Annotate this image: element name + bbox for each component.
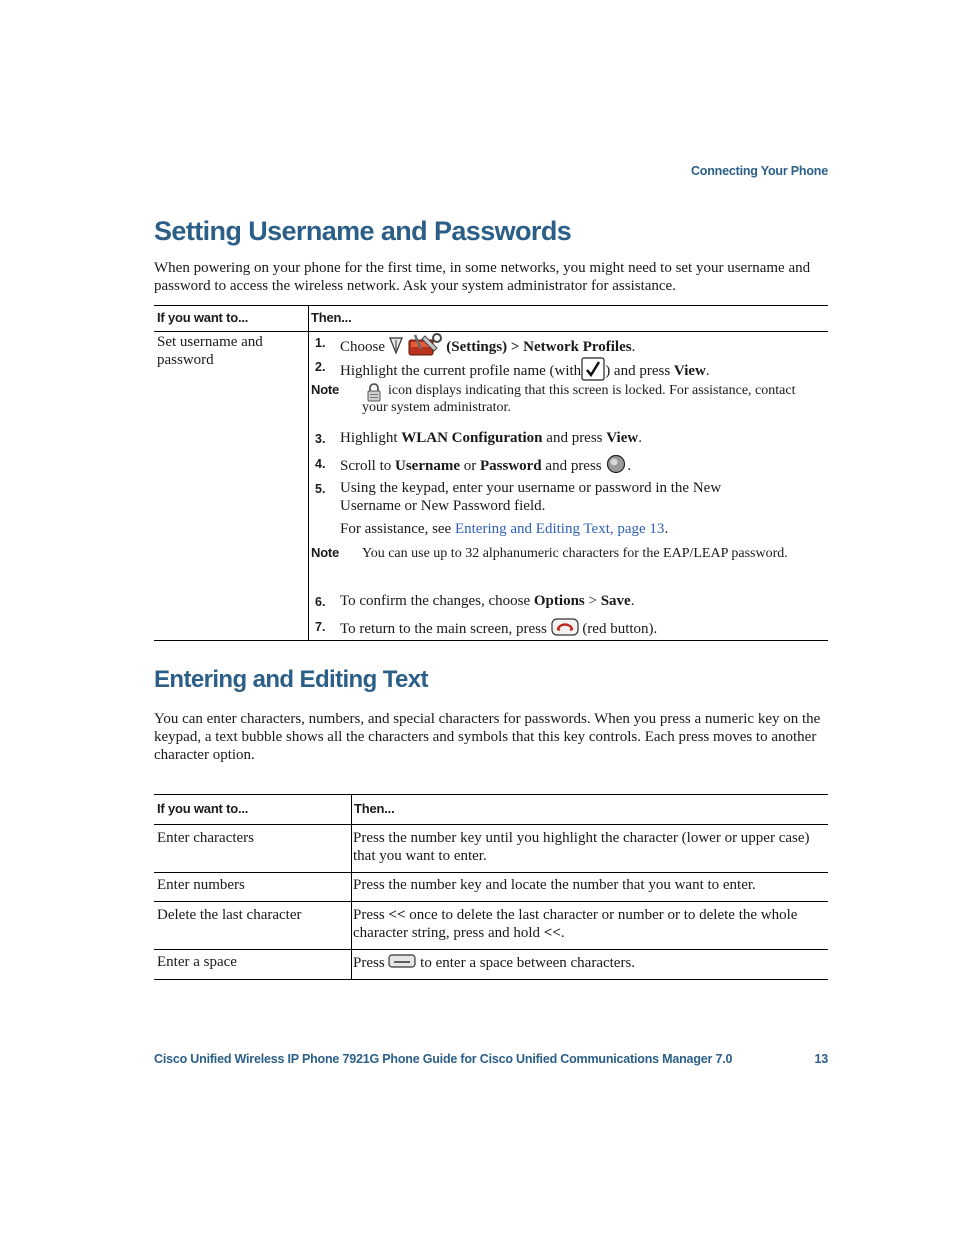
select-button-icon (605, 454, 627, 479)
step-number: 2. (315, 360, 326, 374)
section-title-username: Setting Username and Passwords (154, 216, 572, 246)
punct: . (705, 362, 710, 379)
section1-intro: When powering on your phone for the first time, in some networks, you might need to set your username and password to access the wireless network. Ask your system administrator for assistance. (154, 260, 811, 294)
cell-text: Press (353, 954, 385, 971)
step-number: 6. (315, 595, 326, 609)
backspace-key-label: << (388, 907, 406, 923)
row-rule (154, 901, 828, 902)
section2-intro: You can enter characters, numbers, and special characters for passwords. When you press a numeric key on the keypad, a text bubble shows all the characters and symbols that this key controls. Each press moves to another character option. (154, 711, 821, 763)
header-rule (154, 331, 828, 332)
step-number: 4. (315, 457, 326, 471)
table-row-want: Delete the last character (157, 907, 302, 923)
step-7 (340, 617, 820, 642)
step-text: or (463, 457, 477, 474)
wlan-config-label: WLAN Configuration (401, 430, 543, 446)
save-label: Save (600, 593, 631, 609)
table-row-want: Enter a space (157, 954, 237, 970)
step-text: and press (546, 430, 603, 446)
running-head: Connecting Your Phone (690, 164, 828, 178)
step-text: Scroll to (340, 457, 392, 474)
table-row-want: Enter characters (157, 830, 255, 846)
menu-separator: > (588, 593, 597, 609)
options-label: Options (533, 593, 585, 609)
step-text: and press (545, 457, 602, 474)
column-divider (308, 305, 309, 641)
column-divider (351, 794, 352, 980)
view-label: View (673, 362, 706, 379)
header-rule (154, 824, 828, 825)
punct: . (630, 593, 635, 609)
table-row-then: Press the number key until you highlight the character (lower or upper case) that you want to enter. (353, 830, 810, 864)
punct: . (631, 338, 636, 355)
step-number: 1. (315, 336, 326, 350)
cell-text: Press (353, 907, 385, 923)
col-header-then: Then... (354, 801, 395, 816)
assistance-text (340, 520, 820, 538)
step-text: Highlight (340, 430, 398, 446)
space-key-icon (388, 953, 416, 974)
step-number: 7. (315, 620, 326, 634)
section-title-entering-text: Entering and Editing Text (154, 666, 428, 693)
username-label: Username (395, 457, 460, 474)
step-3 (340, 429, 820, 447)
step-text: Choose (340, 338, 385, 355)
entering-text-link[interactable]: Entering and Editing Text, page 13 (454, 521, 665, 537)
backspace-key-label: << (543, 925, 561, 941)
table-top-rule (154, 305, 828, 306)
text-entry-table (154, 794, 828, 980)
step-text: ) and press (605, 362, 671, 379)
col-header-want: If you want to... (157, 310, 249, 325)
step-text: To return to the main screen, press (340, 620, 547, 637)
step-number: 5. (315, 482, 326, 496)
table-row-want: Enter numbers (157, 877, 245, 893)
table-row-then (353, 953, 825, 974)
page-footer (154, 1052, 828, 1066)
col-header-want: If you want to... (157, 801, 249, 816)
cell-text: to enter a space between characters. (420, 954, 636, 971)
step-text: (red button). (582, 620, 658, 637)
table-top-rule (154, 794, 828, 795)
step-number: 3. (315, 432, 326, 446)
step-text: Highlight the current profile name (with (340, 362, 582, 379)
note-2-text: You can use up to 32 alphanumeric characters for the EAP/LEAP password. (362, 546, 788, 561)
punct: . (638, 430, 642, 446)
page-number: 13 (814, 1052, 828, 1066)
punct: . (627, 457, 632, 474)
table-row-then: Press the number key and locate the number that you want to enter. (353, 877, 756, 893)
row-task: Set username and password (157, 334, 263, 368)
table-bottom-rule (154, 979, 828, 980)
view-label: View (606, 430, 639, 446)
cell-text: once to delete the last character or number or to delete the whole character string, press and hold (353, 907, 798, 941)
step-5: Using the keypad, enter your username or password in the New Username or New Password field. (340, 480, 722, 514)
punct: . (664, 521, 669, 537)
network-profiles-label: Network Profiles (523, 338, 632, 355)
step-text: To confirm the changes, choose (340, 593, 531, 609)
username-table (154, 305, 828, 641)
footer-title: Cisco Unified Wireless IP Phone 7921G Phone Guide for Cisco Unified Communications Manager 7.0 (154, 1052, 733, 1066)
note-1-text: icon displays indicating that this screen is locked. For assistance, contact your system administrator. (362, 383, 796, 415)
note-label: Note (311, 382, 340, 397)
settings-label: (Settings) (446, 338, 508, 355)
row-rule (154, 872, 828, 873)
col-header-then: Then... (311, 310, 352, 325)
menu-separator: > (510, 338, 520, 355)
step-4 (340, 454, 820, 479)
step-text: For assistance, see (340, 521, 452, 537)
password-label: Password (479, 457, 542, 474)
punct: . (560, 925, 565, 941)
table-row-then (353, 906, 825, 942)
note-label: Note (311, 545, 340, 560)
step-6 (340, 592, 820, 610)
end-call-red-button-icon (551, 617, 579, 642)
row-rule (154, 949, 828, 950)
